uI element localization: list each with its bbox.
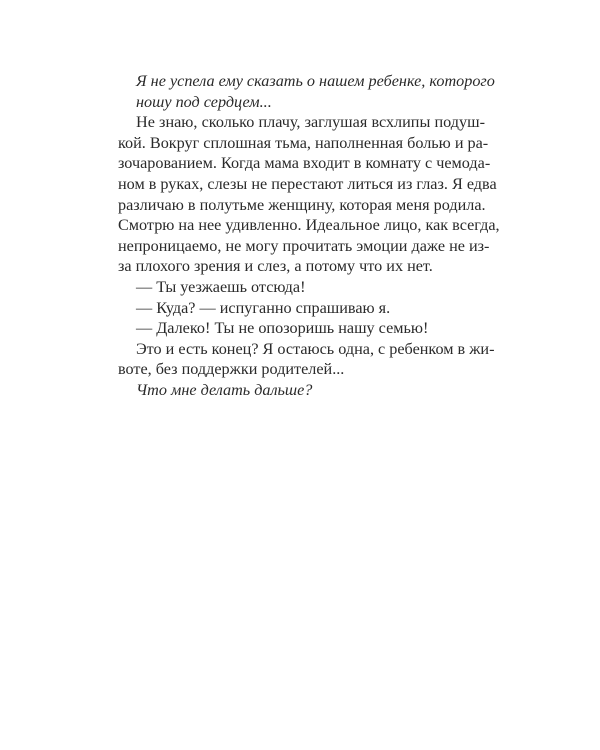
text-line: зочарованием. Когда мама входит в комнату с чемода- xyxy=(118,154,491,173)
text-line: Смотрю на нее удивленно. Идеальное лицо, как всегда, xyxy=(118,216,500,235)
text-line: Не знаю, сколько плачу, заглушая всхлипы подуш- xyxy=(136,113,485,132)
text-line: различаю в полутьме женщину, которая меня родила. xyxy=(118,195,486,214)
text-line: ношу под сердцем... xyxy=(136,92,272,111)
text-line: Что мне делать дальше? xyxy=(136,380,313,399)
text-line: непроницаемо, не могу прочитать эмоции даже не из- xyxy=(118,236,490,255)
text-line: кой. Вокруг сплошная тьма, наполненная болью и ра- xyxy=(118,133,489,152)
text-line: — Далеко! Ты не опозоришь нашу семью! xyxy=(136,319,429,338)
text-block xyxy=(118,71,500,401)
text-line: — Куда? — испуганно спрашиваю я. xyxy=(136,298,391,317)
text-line: за плохого зрения и слез, а потому что их нет. xyxy=(118,257,433,276)
text-line: ном в руках, слезы не перестают литься из глаз. Я едва xyxy=(118,174,497,193)
text-line: Это и есть конец? Я остаюсь одна, с ребенком в жи- xyxy=(136,339,495,358)
text-line: Я не успела ему сказать о нашем ребенке, которого xyxy=(136,72,495,90)
text-line: — Ты уезжаешь отсюда! xyxy=(136,277,306,296)
text-line: воте, без поддержки родителей... xyxy=(118,360,345,379)
